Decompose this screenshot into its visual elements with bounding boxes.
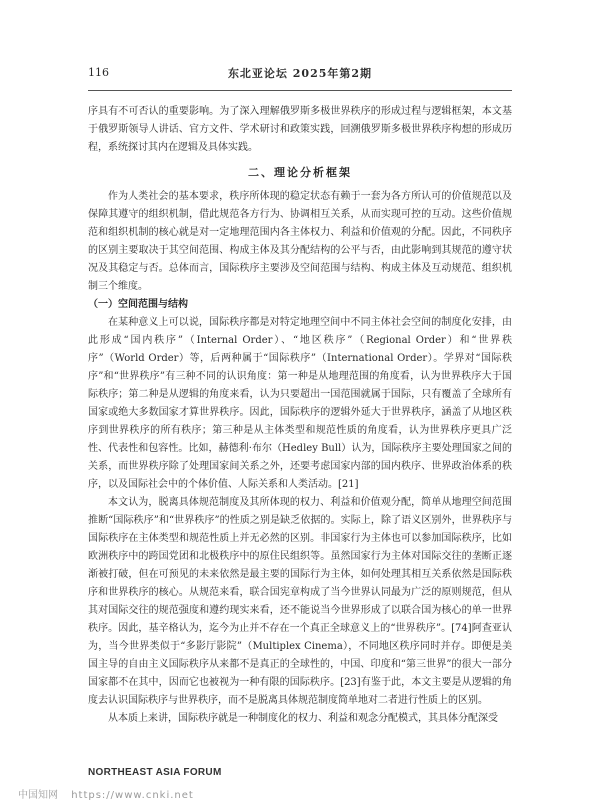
paragraph: 从本质上来讲，国际秩序就是一种制度化的权力、利益和观念分配模式，其具体分配深受 bbox=[108, 713, 498, 724]
paragraph: 序具有不可否认的重要影响。为了深入理解俄罗斯多极世界秩序的形成过程与逻辑框架，本文基于俄罗斯领导人讲话、官方文件、学术研讨和政策实践，回溯俄罗斯多极世界秩序构想的形成历程，系统探讨其内在逻辑及具体实践。 bbox=[88, 106, 512, 153]
watermark-url[interactable]: https://www.cnki.net bbox=[71, 790, 194, 801]
page-number: 116 bbox=[88, 66, 109, 79]
journal-footer: NORTHEAST ASIA FORUM bbox=[88, 767, 222, 778]
running-header bbox=[88, 66, 512, 82]
cnki-watermark bbox=[18, 786, 194, 801]
header-rule bbox=[88, 90, 512, 91]
journal-title: 东北亚论坛 2025年第2期 bbox=[227, 67, 373, 80]
watermark-brand: 中国知网 bbox=[18, 790, 58, 801]
paragraph: 本文认为，脱离具体规范制度及其所体现的权力、利益和价值观分配，简单从地理空间范围推断“国际秩序”和“世界秩序”的性质之别是缺乏依据的。实际上，除了语义区别外，世界秩序与国际秩序在主体类型和规范性质上并无必然的区别。非国家行为主体也可以参加国际秩序，比如欧洲秩序中的跨国党团和北极秩序中的原住民组织等。虽然国家行为主体对国际交往的垄断正逐渐被打破，但在可预见的未来依然是最主要的国际行为主体，如何处理其相互关系依然是国际秩序和世界秩序的核心。从规范来看，联合国宪章构成了当今世界认同最为广泛的原则规范，但从其对国际交往的规范强度和遵约现实来看，还不能说当今世界形成了以联合国为核心的单一世界秩序。因此，基辛格认为，迄今为止并不存在一个真正全球意义上的“世界秩序”。[74]阿查亚认为，当今世界类似于“多影厅影院”（Multiplex Cinema），不同地区秩序同时并存。即便是美国主导的自由主义国际秩序从来都不是真正的全球性的，中国、印度和“第三世界”的很大一部分国家都不在其中，因而它也被视为一种有限的国际秩序。[23]有鉴于此，本文主要是从逻辑的角度去认识国际秩序与世界秩序，而不是脱离具体规范制度简单地对二者进行性质上的区别。 bbox=[88, 497, 512, 706]
paragraph: 在某种意义上可以说，国际秩序都是对特定地理空间中不同主体社会空间的制度化安排，由此形成“国内秩序”（Internal Order）、“地区秩序”（Regional Order）和“世界秩序”（World Order）等，后两种属于“国际秩序”（International Order）。学界对“国际秩序”和“世界秩序”有三种不同的认识角度：第一种是从地理范围的角度看，认为世界秩序大于国际秩序；第二种是从逻辑的角度来看，认为只要超出一国范围就属于国际，只有覆盖了全球所有国家或绝大多数国家才算世界秩序。因此，国际秩序的逻辑外延大于世界秩序，涵盖了从地区秩序到世界秩序的所有秩序；第三种是从主体类型和规范性质的角度看，认为世界秩序更具广泛性、代表性和包容性。比如，赫德利·布尔（Hedley Bull）认为，国际秩序主要处理国家之间的关系，而世界秩序除了处理国家间关系之外，还要考虑国家内部的国内秩序、世界政治体系的秩序，以及国际社会中的个体价值、人际关系和人类活动。[21] bbox=[88, 317, 512, 490]
section-heading: 二、理论分析框架 bbox=[248, 166, 352, 179]
paragraph: 作为人类社会的基本要求，秩序所体现的稳定状态有赖于一套为各方所认可的价值规范以及保障其遵守的组织机制，借此规范各方行为、协调相互关系，从而实现可控的互动。这些价值规范和组织机制的核心就是对一定地理范围内各主体权力、利益和价值观的分配。因此，不同秩序的区别主要取决于其空间范围、构成主体及其分配结构的公平与否，由此影响到其规范的遵守状况及其稳定与否。总体而言，国际秩序主要涉及空间范围与结构、构成主体及互动规范、组织机制三个维度。 bbox=[88, 191, 512, 292]
article-body bbox=[88, 103, 512, 728]
subsection-heading: （一）空间范围与结构 bbox=[88, 299, 188, 310]
